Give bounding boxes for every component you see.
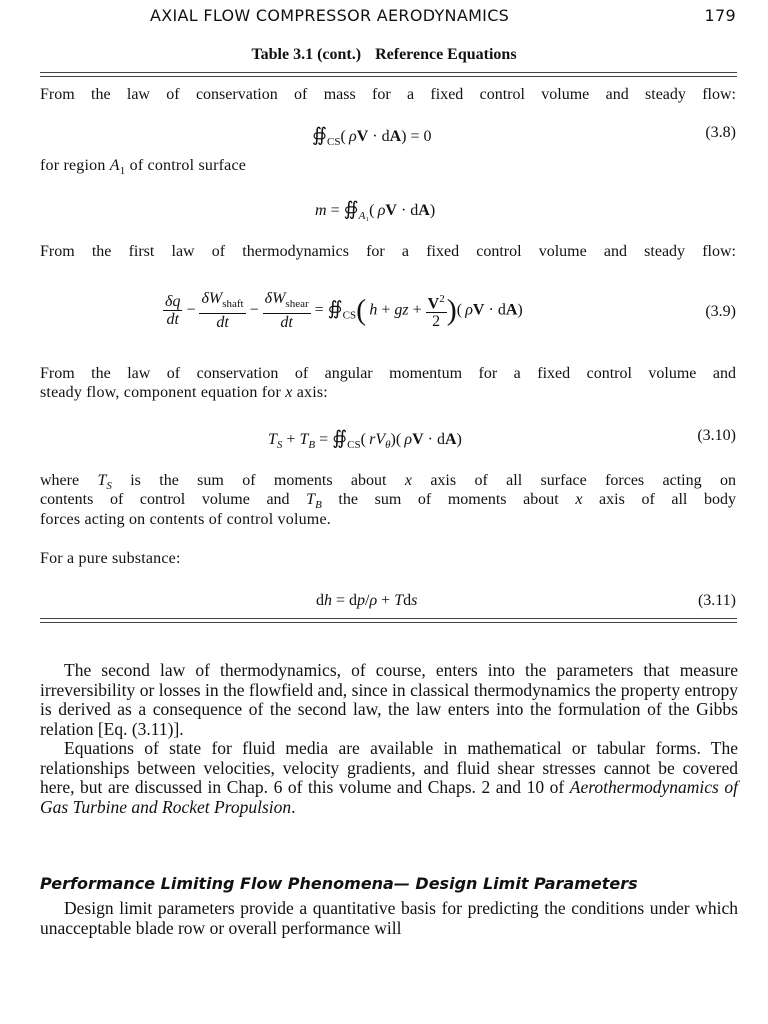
paragraph-equations-of-state: Equations of state for fluid media are available in mathematical or tabular forms. The relationships between velocities, velocity gradients, and fluid shear stresses cannot be covered here, but are discussed in Chap. 6 of this volume and Chaps. 2 and 10 of Aerothermodynamics of Gas Turbine and Rocket Propulsion. bbox=[40, 738, 738, 817]
page-number: 179 bbox=[704, 6, 736, 25]
equation-3-11: dh = dp/ρ + Tds bbox=[316, 592, 418, 609]
body-paragraph-design-limit bbox=[40, 899, 738, 938]
where-line-3: forces acting on contents of control volume. bbox=[40, 511, 331, 528]
table-title: Reference Equations bbox=[375, 46, 517, 63]
running-head-title: AXIAL FLOW COMPRESSOR AERODYNAMICS bbox=[150, 6, 510, 25]
where-line-2: contents of control volume and $T_B$ the sum of moments about x axis of all body bbox=[40, 491, 737, 512]
book-title-reference: Aerothermodynamics of Gas Turbine and Rocket Propulsion bbox=[40, 777, 738, 817]
energy-intro-line: From the first law of thermodynamics for a fixed control volume and steady flow: bbox=[40, 243, 736, 260]
angular-intro-line-1: From the law of conservation of angular momentum for a fixed control volume and bbox=[40, 365, 736, 382]
equation-3-8-number: (3.8) bbox=[705, 124, 736, 141]
angular-intro-line-2: steady flow, component equation for x axis: bbox=[40, 384, 328, 401]
running-head bbox=[40, 6, 740, 30]
equation-3-10-number: (3.10) bbox=[697, 427, 736, 444]
table-caption bbox=[0, 46, 768, 64]
table-bottom-rule-1 bbox=[40, 618, 737, 619]
mass-intro-line: From the law of conservation of mass for a fixed control volume and steady flow: bbox=[40, 86, 736, 103]
table-label: Table 3.1 (cont.) bbox=[251, 46, 362, 63]
equation-3-11-number: (3.11) bbox=[697, 592, 736, 609]
mass-flow-equation: $m = ∯_{A_1}$( ρV · dA) bbox=[315, 199, 436, 223]
table-bottom-rule-2 bbox=[40, 622, 737, 623]
table-top-rule-1 bbox=[40, 72, 737, 73]
equation-3-9-number: (3.9) bbox=[705, 303, 736, 320]
table-top-rule-2 bbox=[40, 76, 737, 77]
equation-3-9: $\frac{\delta q}{dt}$ − $\frac{\delta W_{shaft}}{dt}$ − $\frac{\delta W_{shear}}{dt}$ = $∯_{CS}$( h + gz + $\frac{V^2}{2}$ )( ρV · dA) bbox=[165, 290, 523, 332]
paragraph-design-limit: Design limit parameters provide a quantitative basis for predicting the conditions under which unacceptable blade row or overall performance will bbox=[40, 898, 738, 938]
pure-substance-line: For a pure substance: bbox=[40, 550, 181, 567]
paragraph-second-law: The second law of thermodynamics, of course, enters into the parameters that measure irreversibility or losses in the flowfield and, since in classical thermodynamics the property entropy is derived as a consequence of the second law, the law enters into the formulation of the Gibbs relation [Eq. (3.11)]. bbox=[40, 660, 738, 739]
equation-3-10: $T_S + T_B$ = $∯_{CS}$( $rV_\theta$)( ρV · dA) bbox=[268, 428, 462, 452]
section-heading: Performance Limiting Flow Phenomena— Design Limit Parameters bbox=[40, 874, 638, 893]
region-line: for region $A_1$ of control surface bbox=[40, 157, 247, 178]
where-line-1: where $T_S$ is the sum of moments about x axis of all surface forces acting on bbox=[40, 472, 736, 493]
equation-3-8: $∯_{CS}$( ρV · dA) = 0 bbox=[312, 125, 432, 149]
body-paragraphs bbox=[40, 661, 738, 817]
